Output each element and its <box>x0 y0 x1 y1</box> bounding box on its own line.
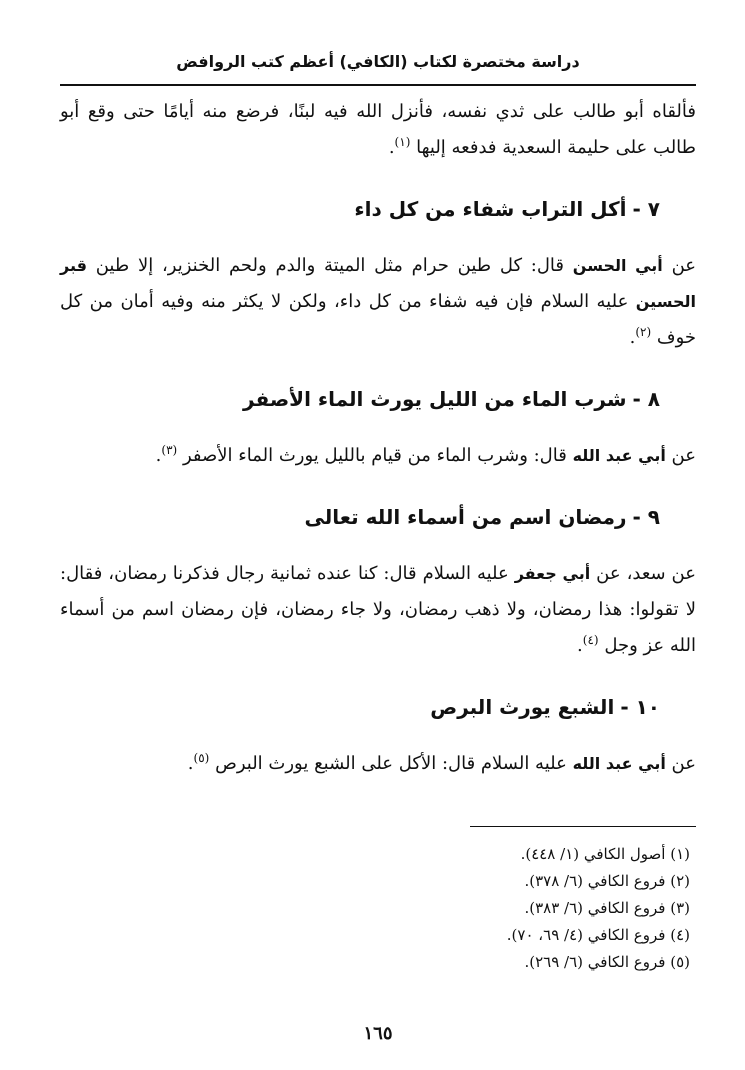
section-number: ٧ - <box>632 197 660 221</box>
paragraph-lead: عن <box>671 255 697 276</box>
running-header: دراسة مختصرة لكتاب (الكافي) أعظم كتب الروافض <box>176 52 580 71</box>
footnote-ref: (١) <box>394 135 411 149</box>
section-number: ١٠ - <box>620 695 660 719</box>
paragraph-text-continued: عليه السلام فإن فيه شفاء من كل داء، ولكن لا يكثر منه وفيه أمان من كل خوف <box>60 291 696 348</box>
footnote-ref: (٣) <box>161 443 178 457</box>
page-number: ١٦٥ <box>363 1023 393 1044</box>
section-paragraph <box>60 746 696 782</box>
footnote-ref: (٤) <box>582 633 599 647</box>
section-number: ٩ - <box>632 505 660 529</box>
section-paragraph <box>60 438 696 474</box>
section-paragraph <box>60 556 696 664</box>
paragraph-text: عليه السلام قال: الأكل على الشبع يورث البرص <box>215 753 573 774</box>
footnote: (٣) فروع الكافي (٦/ ٣٨٣). <box>524 899 690 917</box>
section-title: شرب الماء من الليل يورث الماء الأصفر <box>243 387 627 411</box>
section-title: رمضان اسم من أسماء الله تعالى <box>304 505 627 529</box>
section-title: الشبع يورث البرص <box>430 695 615 719</box>
footnote: (٢) فروع الكافي (٦/ ٣٧٨). <box>524 872 690 890</box>
narrator-name: أبي الحسن <box>572 256 663 275</box>
paragraph-end: . <box>388 137 395 158</box>
paragraph-end: . <box>577 635 583 656</box>
narrator-name: أبي جعفر <box>514 564 591 583</box>
footnote-ref: (٥) <box>193 751 210 765</box>
footnote-ref: (٢) <box>635 325 652 339</box>
narrator-name: أبي عبد الله <box>572 754 666 773</box>
narrator-name: أبي عبد الله <box>572 446 666 465</box>
book-page <box>60 44 696 1044</box>
paragraph-lead: عن سعد، عن <box>596 563 696 584</box>
footnotes-list <box>60 841 696 976</box>
paragraph-lead: عن <box>671 753 696 774</box>
section-paragraph <box>60 248 696 356</box>
footnote-rule <box>470 826 696 827</box>
paragraph-text: قال: كل طين حرام مثل الميتة والدم ولحم الخنزير، إلا طين <box>86 255 573 276</box>
section-heading <box>60 502 660 532</box>
header-rule <box>60 84 696 86</box>
intro-text: فألقاه أبو طالب على ثدي نفسه، فأنزل الله فيه لبنًا، فرضع منه أيامًا حتى وقع أبو طالب على حليمة السعدية فدفعه إليها <box>60 101 696 158</box>
paragraph-text: عليه السلام قال: كنا عنده ثمانية رجال فذكرنا رمضان، فقال: لا تقولوا: هذا رمضان، ولا ذهب رمضان، ولا جاء رمضان، فإن رمضان اسم من أسماء الله عز وجل <box>60 563 696 656</box>
paragraph-end: . <box>187 753 194 774</box>
footnote: (١) أصول الكافي (١/ ٤٤٨). <box>520 845 690 863</box>
paragraph-end: . <box>629 327 636 348</box>
section-title: أكل التراب شفاء من كل داء <box>354 197 627 221</box>
paragraph-lead: عن <box>671 445 696 466</box>
section-heading <box>60 384 660 414</box>
paragraph-text: قال: وشرب الماء من قيام بالليل يورث الماء الأصفر <box>182 445 573 466</box>
section-number: ٨ - <box>632 387 660 411</box>
section-heading <box>60 194 660 224</box>
footnote: (٤) فروع الكافي (٤/ ٦٩، ٧٠). <box>506 926 690 944</box>
highlighted-name: قبر الحسين <box>60 256 696 311</box>
intro-paragraph <box>60 94 696 166</box>
paragraph-end: . <box>155 445 162 466</box>
footnote: (٥) فروع الكافي (٦/ ٢٦٩). <box>524 953 690 971</box>
section-heading <box>60 692 660 722</box>
